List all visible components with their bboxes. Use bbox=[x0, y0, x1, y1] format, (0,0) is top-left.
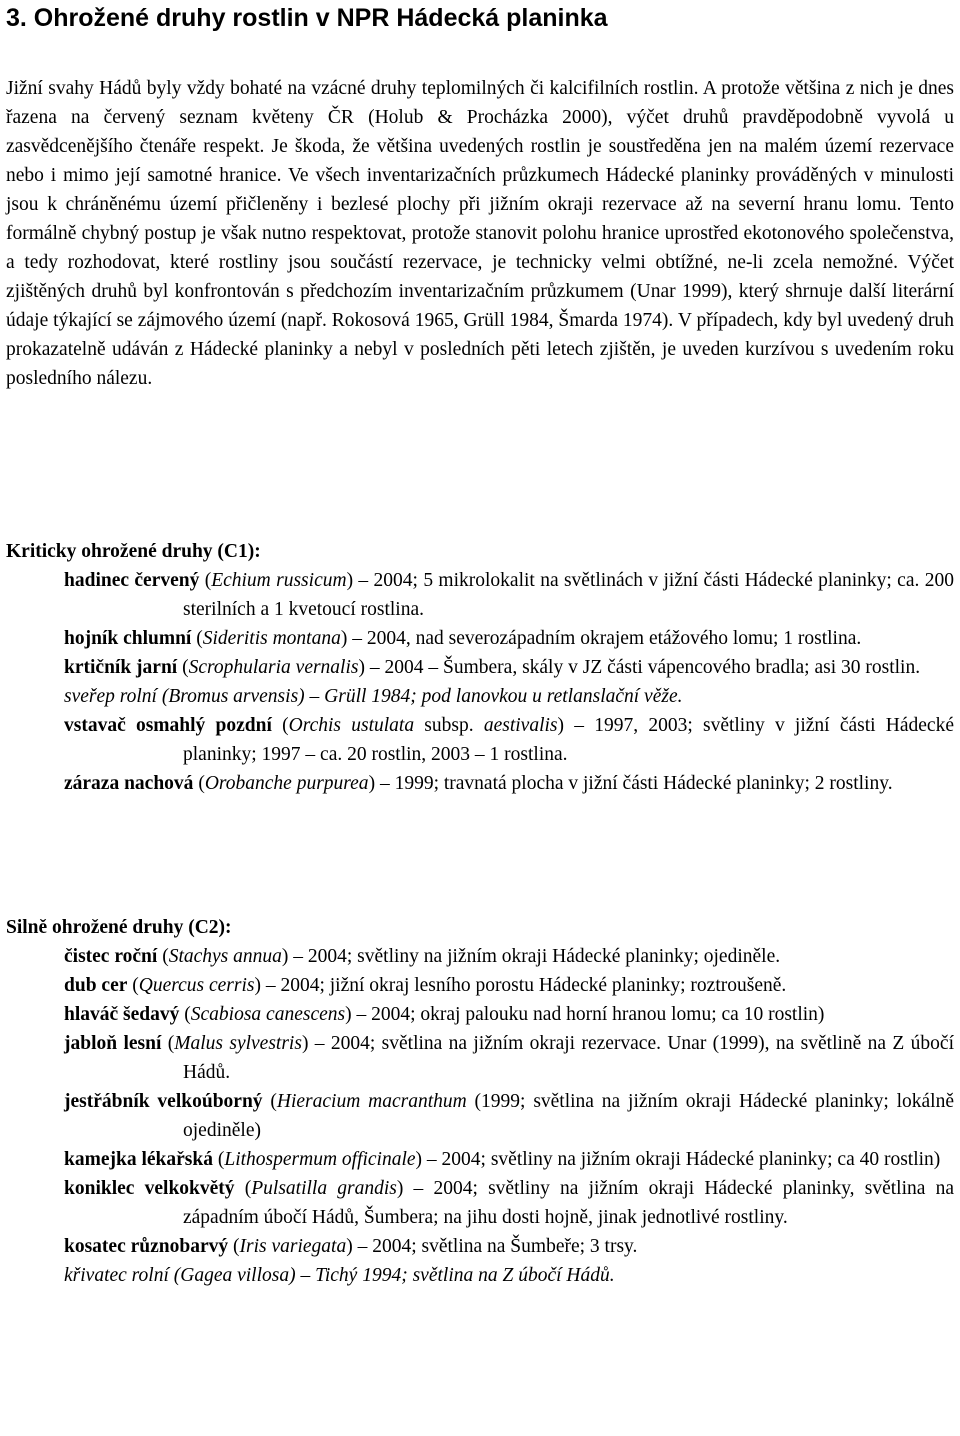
paren-close: ) bbox=[345, 1004, 352, 1025]
paren-close: ) bbox=[346, 1236, 353, 1257]
species-entry bbox=[64, 1029, 955, 1087]
species-entry bbox=[64, 566, 954, 624]
species-entry bbox=[64, 769, 954, 798]
species-record-text: – 2004; jižní okraj lesního porostu Hádecké planinky; roztroušeně. bbox=[260, 975, 787, 996]
species-record-text: – 2004; světlina na jižním okraji rezervace. Unar (1999), na světlině na Z úbočí Hádů. bbox=[183, 1033, 955, 1083]
species-latin-name: Hieracium macranthum bbox=[276, 1091, 467, 1112]
species-latin-name: Sideritis montana bbox=[202, 628, 341, 649]
subspecies-latin-name: aestivalis bbox=[483, 715, 558, 736]
paren-open: ( bbox=[177, 657, 189, 678]
species-latin-name: Stachys annua bbox=[168, 946, 282, 967]
species-latin-name: Quercus cerris bbox=[138, 975, 255, 996]
species-czech-name: vstavač osmahlý pozdní bbox=[64, 715, 272, 736]
species-record-text: – 2004, nad severozápadním okrajem etážového lomu; 1 rostlina. bbox=[347, 628, 862, 649]
species-entry bbox=[64, 942, 954, 971]
paren-open: ( bbox=[191, 628, 203, 649]
species-czech-name: hlaváč šedavý bbox=[64, 1004, 180, 1025]
c2-species-list bbox=[0, 942, 960, 1290]
species-czech-name: jestřábník velkoúborný bbox=[64, 1091, 263, 1112]
species-entry bbox=[64, 1000, 954, 1029]
species-czech-name: jabloň lesní bbox=[64, 1033, 162, 1054]
page-title: 3. Ohrožené druhy rostlin v NPR Hádecká planinka bbox=[6, 4, 608, 32]
species-record-text: – 2004; 5 mikrolokalit na světlinách v jižní části Hádecké planinky; ca. 200 sterilních a 1 kvetoucí rostlina. bbox=[183, 570, 954, 620]
species-record-text: (1999; světlina na jižním okraji Hádecké planinky; lokálně ojediněle) bbox=[183, 1091, 954, 1141]
species-czech-name: záraza nachová bbox=[64, 773, 194, 794]
paren-open: ( bbox=[212, 1149, 225, 1170]
paren-close: ) bbox=[281, 946, 289, 967]
species-latin-name: Echium russicum bbox=[211, 570, 347, 591]
paren-open: ( bbox=[179, 1004, 191, 1025]
paren-close: ) bbox=[301, 1033, 309, 1054]
paren-close: ) bbox=[358, 657, 365, 678]
paren-open: ( bbox=[228, 1236, 240, 1257]
paren-open: ( bbox=[157, 946, 169, 967]
c2-heading: Silně ohrožené druhy (C2): bbox=[6, 917, 232, 938]
paren-open: ( bbox=[262, 1091, 277, 1112]
species-latin-name: Scrophularia vernalis bbox=[188, 657, 359, 678]
paren-open: ( bbox=[193, 773, 205, 794]
paren-open: ( bbox=[161, 1033, 175, 1054]
species-entry bbox=[64, 1174, 954, 1232]
paren-close: ) bbox=[340, 628, 348, 649]
subspecies-marker: subsp. bbox=[414, 715, 484, 736]
species-entry bbox=[64, 624, 954, 653]
paren-open: ( bbox=[234, 1178, 252, 1199]
species-latin-name: Malus sylvestris bbox=[174, 1033, 302, 1054]
species-latin-name: Scabiosa canescens bbox=[190, 1004, 346, 1025]
species-entry bbox=[64, 1087, 954, 1145]
paren-open: ( bbox=[199, 570, 212, 591]
species-record-text: – 1997, 2003; světliny v jižní části Hádecké planinky; 1997 – ca. 20 rostlin, 2003 – 1 rostlina. bbox=[183, 715, 954, 765]
paren-close: ) bbox=[254, 975, 261, 996]
species-entry bbox=[64, 653, 954, 682]
paren-close: ) bbox=[368, 773, 376, 794]
historical-record-text: křivatec rolní (Gagea villosa) – Tichý 1994; světlina na Z úbočí Hádů. bbox=[64, 1265, 615, 1286]
species-czech-name: hojník chlumní bbox=[64, 628, 192, 649]
paren-close: ) bbox=[415, 1149, 423, 1170]
intro-paragraph bbox=[6, 74, 954, 393]
species-czech-name: čistec roční bbox=[64, 946, 158, 967]
species-czech-name: kosatec různobarvý bbox=[64, 1236, 229, 1257]
c1-species-list bbox=[0, 566, 960, 798]
species-record-text: – 2004; okraj palouku nad horní hranou lomu; ca 10 rostlin) bbox=[351, 1004, 825, 1025]
species-entry bbox=[64, 711, 954, 769]
species-record-text: – 2004; světliny na jižním okraji Hádecké planinky, světlina na západním úbočí Hádů, Šumbera; na jihu dosti hojně, jinak jednotlivé rostliny. bbox=[183, 1178, 954, 1228]
species-entry bbox=[64, 971, 954, 1000]
species-entry bbox=[64, 682, 954, 711]
species-czech-name: dub cer bbox=[64, 975, 128, 996]
paren-open: ( bbox=[127, 975, 139, 996]
species-latin-name: Orobanche purpurea bbox=[204, 773, 369, 794]
species-latin-name: Orchis ustulata bbox=[288, 715, 415, 736]
species-latin-name: Pulsatilla grandis bbox=[251, 1178, 397, 1199]
species-latin-name: Iris variegata bbox=[239, 1236, 347, 1257]
species-record-text: – 2004 – Šumbera, skály v JZ části vápencového bradla; asi 30 rostlin. bbox=[365, 657, 921, 678]
species-record-text: – 2004; světliny na jižním okraji Hádecké planinky; ca 40 rostlin) bbox=[422, 1149, 941, 1170]
intro-text-2: Výčet zjištěných druhů byl konfrontován s předchozím inventarizačním průzkumem (Unar 1999), který shrnuje další literární údaje týkající se zájmového území (např. Rokosová 1965, Grüll 1984, Šmarda 1974). V případech, kdy byl uvedený druh prokazatelně udáván z Hádecké planinky a nebyl v posledních pěti letech zjištěn, je uveden kurzívou s uvedením roku posledního nálezu. bbox=[6, 252, 954, 389]
historical-record-text: sveřep rolní (Bromus arvensis) – Grüll 1984; pod lanovkou u retlanslační věže. bbox=[64, 686, 683, 707]
species-record-text: – 2004; světlina na Šumbeře; 3 trsy. bbox=[352, 1236, 638, 1257]
species-entry bbox=[64, 1145, 954, 1174]
paren-close: ) bbox=[557, 715, 565, 736]
species-czech-name: krtičník jarní bbox=[64, 657, 178, 678]
species-czech-name: koniklec velkokvětý bbox=[64, 1178, 235, 1199]
species-czech-name: hadinec červený bbox=[64, 570, 200, 591]
paren-open: ( bbox=[271, 715, 289, 736]
species-czech-name: kamejka lékařská bbox=[64, 1149, 213, 1170]
paren-close: ) bbox=[346, 570, 354, 591]
species-entry bbox=[64, 1261, 954, 1290]
species-record-text: – 1999; travnatá plocha v jižní části Hádecké planinky; 2 rostliny. bbox=[375, 773, 893, 794]
c1-heading: Kriticky ohrožené druhy (C1): bbox=[6, 541, 261, 562]
species-entry bbox=[64, 1232, 954, 1261]
intro-text-1: Jižní svahy Hádů byly vždy bohaté na vzácné druhy teplomilných či kalcifilních rostlin. A protože většina z nich je dnes řazena na červený seznam květeny ČR (Holub & Procházka 2000), výčet druhů pravděpodobně vyvolá u zasvědcenějšího čtenáře respekt. Je škoda, že většina uvedených rostlin je soustředěna jen na malém území rezervace nebo i mimo její samotné hranice. Ve všech inventarizačních průzkumech Hádecké planinky prováděných v minulosti jsou k chráněnému území přičleněny i bezlesé plochy při jižním okraji rezervace až na severní hranu lomu. Tento formálně chybný postup je však nutno respektovat, protože stanovit polohu hranice uprostřed ekotonového společenstva, a tedy rozhodovat, které rostliny jsou součástí rezervace, je technicky velmi obtížné, ne-li zcela nemožné. bbox=[6, 78, 954, 273]
species-latin-name: Lithospermum officinale bbox=[224, 1149, 416, 1170]
paren-close: ) bbox=[396, 1178, 404, 1199]
species-record-text: – 2004; světliny na jižním okraji Hádecké planinky; ojediněle. bbox=[288, 946, 781, 967]
